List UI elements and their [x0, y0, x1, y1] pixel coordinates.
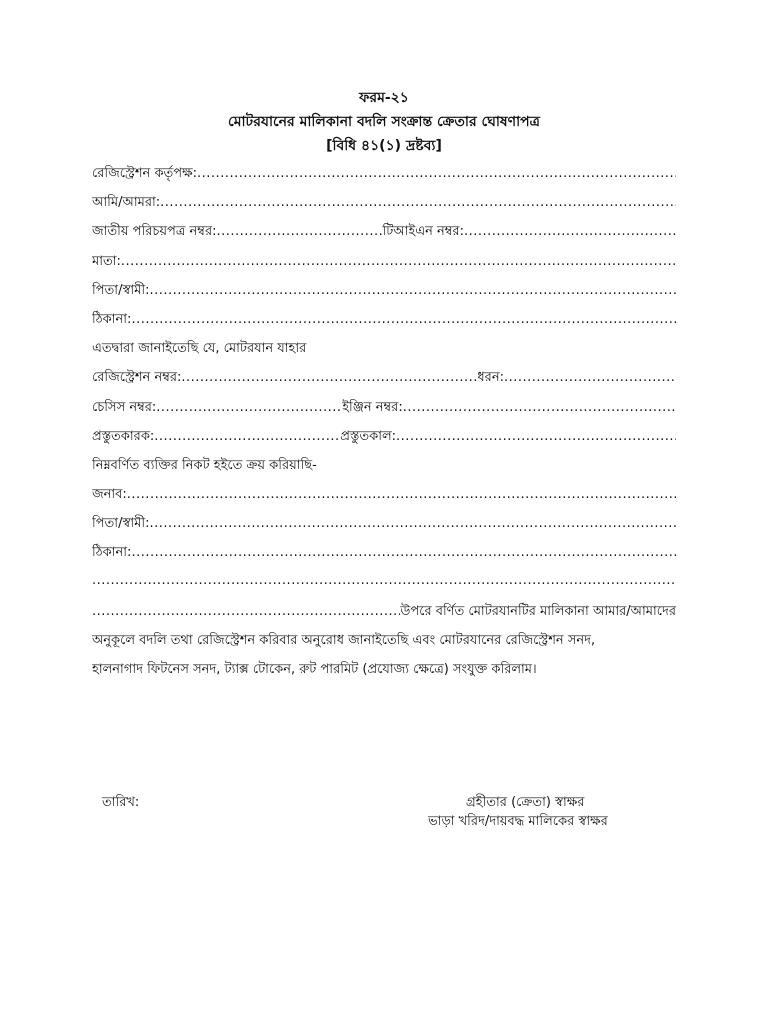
registration-type-row[interactable]: [92, 368, 676, 397]
form-header: [0, 86, 768, 158]
seller-address-continuation-blank[interactable]: [92, 573, 676, 588]
type-label: ধরন:: [477, 370, 504, 386]
date-label: তারিখ:: [102, 795, 140, 810]
i-we-row[interactable]: [92, 193, 676, 222]
vehicle-details-blank[interactable]: [92, 604, 400, 619]
form-title: মোটরযানের মালিকানা বদলি সংক্রান্ত ক্রেতার ঘোষণাপত্র: [228, 114, 540, 130]
father-husband-row[interactable]: [92, 281, 676, 310]
seller-father-husband-blank[interactable]: [149, 516, 676, 531]
address-row[interactable]: [92, 310, 676, 339]
mother-row[interactable]: [92, 252, 676, 281]
seller-address-row[interactable]: [92, 543, 676, 572]
chassis-no-blank[interactable]: [156, 400, 342, 415]
chassis-engine-row[interactable]: [92, 398, 676, 427]
address-blank[interactable]: [131, 312, 676, 327]
father-husband-blank[interactable]: [149, 283, 676, 298]
registration-authority-label: রেজিস্ট্রেশন কর্তৃপক্ষ:: [92, 166, 198, 181]
declaration-intro-row: [92, 339, 676, 368]
manufacturer-label: প্রস্তুতকারক:: [92, 428, 155, 444]
purchased-from-text: নিম্নবর্ণিত ব্যক্তির নিকট হইতে ক্রয় করিয়াছি-: [92, 457, 317, 473]
purchased-from-row: [92, 456, 676, 485]
engine-no-label: ইঞ্জিন নম্বর:: [342, 399, 403, 415]
seller-address-blank[interactable]: [131, 545, 676, 560]
chassis-no-label: চেসিস নম্বর:: [92, 399, 157, 415]
registration-no-label: রেজিস্ট্রেশন নম্বর:: [92, 370, 182, 386]
address-label: ঠিকানা:: [92, 311, 132, 327]
seller-father-husband-row[interactable]: [92, 514, 676, 543]
i-we-label: আমি/আমরা:: [92, 195, 161, 211]
mother-blank[interactable]: [121, 254, 676, 269]
paragraph-line-1[interactable]: [92, 602, 676, 631]
buyer-signature-label: গ্রহীতার (ক্রেতা) স্বাক্ষর: [466, 795, 585, 810]
tin-blank[interactable]: [464, 224, 676, 239]
seller-name-blank[interactable]: [127, 487, 676, 502]
nid-label: জাতীয় পরিচয়পত্র নম্বর:: [92, 224, 217, 240]
hire-purchase-signature-label: ভাড়া খরিদ/দায়বদ্ধ মালিকের স্বাক্ষর: [428, 814, 608, 829]
paragraph-line-3: [92, 660, 676, 689]
seller-address-continuation-row[interactable]: [92, 573, 676, 602]
form-rule-reference: [বিধি ৪১(১) দ্রষ্টব্য]: [326, 138, 442, 154]
seller-address-label: ঠিকানা:: [92, 545, 132, 561]
manufacturer-blank[interactable]: [154, 429, 340, 444]
nid-tin-row[interactable]: [92, 222, 676, 251]
engine-no-blank[interactable]: [403, 400, 676, 415]
form-fields: [92, 164, 676, 689]
manufacture-time-blank[interactable]: [396, 429, 676, 444]
seller-name-label: জনাব:: [92, 487, 127, 503]
paragraph-line-3-text: হালনাগাদ ফিটনেস সনদ, ট্যাক্স টোকেন, রুট পারমিট (প্রযোজ্য ক্ষেত্রে) সংযুক্ত করিলাম।: [92, 662, 537, 678]
tin-label: টিআইএন নম্বর:: [382, 224, 464, 240]
paragraph-line-2: [92, 631, 676, 660]
type-blank[interactable]: [504, 370, 676, 385]
registration-authority-row[interactable]: [92, 164, 676, 193]
father-husband-label: পিতা/স্বামী:: [92, 282, 150, 298]
declaration-intro-text: এতদ্বারা জানাইতেছি যে, মোটরযান যাহার: [92, 341, 307, 357]
form-number: ফরম-২১: [359, 90, 409, 106]
manufacturer-row[interactable]: [92, 427, 676, 456]
registration-authority-blank[interactable]: [197, 166, 676, 181]
seller-name-row[interactable]: [92, 485, 676, 514]
registration-no-blank[interactable]: [181, 370, 477, 385]
seller-father-husband-label: পিতা/স্বামী:: [92, 516, 150, 532]
nid-blank[interactable]: [217, 224, 383, 239]
mother-label: মাতা:: [92, 253, 121, 269]
paragraph-line-1-text: উপরে বর্ণিত মোটরযানটির মালিকানা আমার/আমাদের: [400, 603, 676, 619]
paragraph-line-2-text: অনুকূলে বদলি তথা রেজিস্ট্রেশন করিবার অনুরোধ জানাইতেছি এবং মোটরযানের রেজিস্ট্রেশন সনদ,: [92, 633, 596, 648]
i-we-blank[interactable]: [160, 195, 676, 210]
manufacture-time-label: প্রস্তুতকাল:: [340, 428, 397, 444]
